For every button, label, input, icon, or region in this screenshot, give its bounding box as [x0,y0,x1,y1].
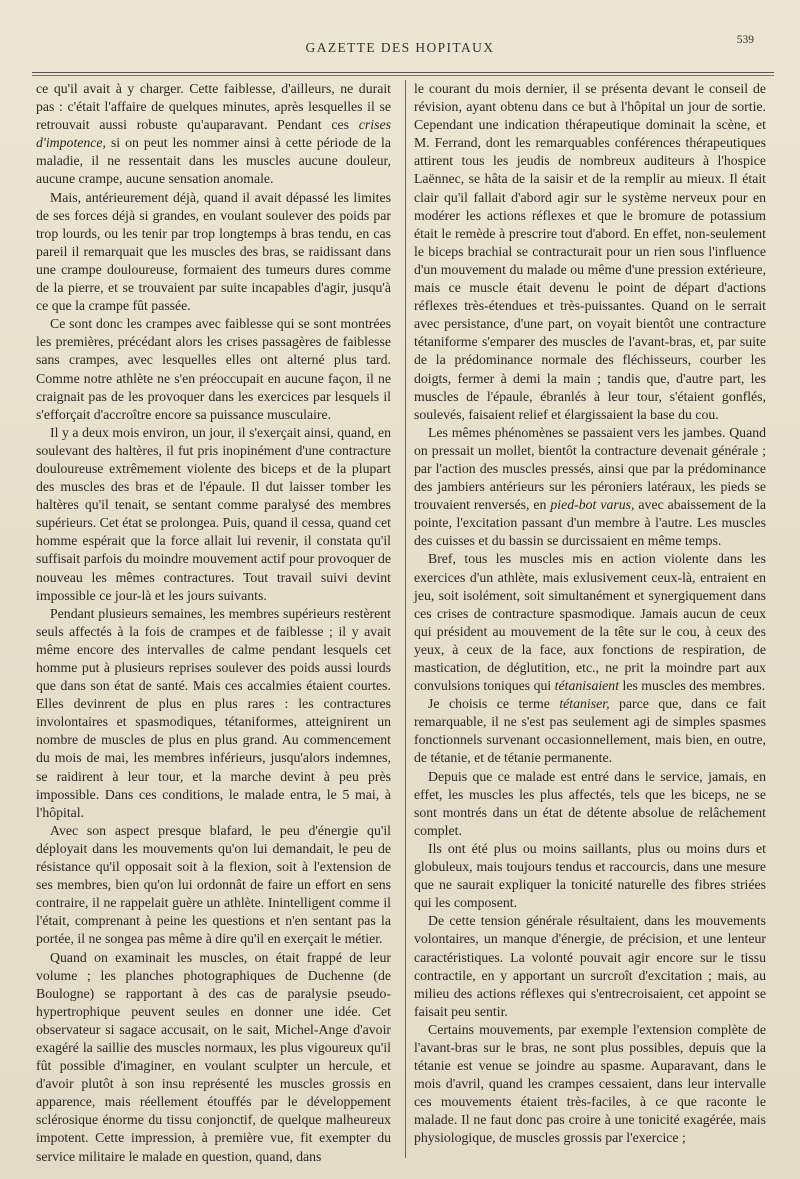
paragraph [414,768,766,840]
text-run: Avec son aspect presque blafard, le peu d'énergie qu'il déployait dans les mouvements qu'on lui demandait, le peu de résistance qu'il opposait soit à la flexion, soit à l'extension de ses membres, bien qu'on lui ordonnât de faire un effort en sens contraire, il ne rappelait guère un athlète. Inintelligent comme il l'était, comprenant à peine les questions et n'en sentant pas la portée, il ne songea pas même à dire qu'il en exerçait le métier. [36,822,391,947]
paragraph [36,189,391,316]
paragraph [36,315,391,424]
paragraph [36,424,391,605]
paragraph [36,822,391,949]
paragraph [36,949,391,1166]
text-run: le courant du mois dernier, il se présenta devant le conseil de révision, ayant obtenu dans ce but à l'hôpital un jour de sortie. Cependant une indication thérapeutique dominait la scène, et M. Ferrand, dont les remarquables conférences thérapeutiques attirent tous les jeudis de nombreux auditeurs à l'hospice Laënnec, se hâta de la saisir et de la remplir au mieux. Il était clair qu'il fallait d'abord agir sur le système nerveux pour en modérer les actions réflexes et que le bromure de potassium était le remède à prescrire tout d'abord. En effet, non-seulement le biceps brachial se contracturait pour un rien sous l'influence d'un mouvement du malade ou même d'une pression extérieure, mais ce muscle était devenu le point de départ d'actions réflexes très-étendues et très-puissantes. Quand on le serrait avec persistance, d'une part, on voyait bientôt une contracture tétaniforme s'emparer des muscles de l'avant-bras, et, par suite de la prédominance normale des fléchisseurs, courber les doigts, fermer à demi la main ; tandis que, d'autre part, les muscles de l'épaule, ébranlés à leur tour, s'étaient gonflés, soulevés, faisaient relief et élargissaient la base du cou. [414,81,766,422]
publication-title: GAZETTE DES HOPITAUX [305,40,495,55]
text-run: Les mêmes phénomènes se passaient vers les jambes. Quand on pressait un mollet, bientôt la contracture devenait générale ; par l'action des muscles pressés, ainsi que par la prédominance des jambiers antérieurs sur les péroniers latéraux, les pieds se trouvaient renversés, en [414,424,766,513]
text-run: ce qu'il avait à y charger. Cette faiblesse, d'ailleurs, ne durait pas : c'était l'affaire de quelques minutes, après lesquelles il se retrouvait aussi robuste qu'auparavant. Pendant ces [36,81,391,133]
text-run: Il y a deux mois environ, un jour, il s'exerçait ainsi, quand, en soulevant des haltères, il fut pris inopinément d'une contracture douloureuse extrêmement violente des biceps et de la plupart des muscles des bras et de l'épaule. Il dut laisser tomber les haltères qu'il tenait, se sentant comme paralysé des membres supérieurs. Cet état se prolongea. Puis, quand il cessa, quand cet homme espérait que la force allait lui revenir, il constata qu'il suffisait parfois du moindre mouvement actif pour provoquer de nouveau les mêmes contractures. Tout travail suivi devint impossible ce jour-là et les jours suivants. [36,424,391,603]
paragraph [414,80,766,424]
text-run: Certains mouvements, par exemple l'extension complète de l'avant-bras sur le bras, ne sont plus possibles, depuis que la tétanie est venue se joindre au spasme. Auparavant, dans le mois d'avril, quand les crampes cessaient, dans leur intervalle ces mouvements étaient très-faciles, à ce que raconte le malade. Il ne faut donc pas croire à une tonicité exagérée, mais physiologique, de muscles grossis par l'exercice ; [414,1021,766,1146]
paragraph [414,424,766,551]
text-run: parce que, dans ce fait remarquable, il ne s'est pas seulement agi de simples spasmes fonctionnels survenant occasionnellement, mais bien, en outre, de tétanie, et de tétanie permanente. [414,696,766,766]
italic-run: crises d'impotence, [36,117,391,151]
paragraph [36,80,391,189]
paragraph [36,605,391,822]
text-run: Quand on examinait les muscles, on était frappé de leur volume ; les planches photographiques de Duchenne (de Boulogne) se rapportant à des cas de paralysie pseudo-hypertrophique peuvent seules en donner une idée. Cet observateur si sagace accusait, on le sait, Michel-Ange d'avoir exagéré la saillie des muscles normaux, les plus vigoureux qu'il fût possible d'imaginer, en voulant sculpter un hercule, et d'avoir plutôt à son insu représenté les muscles grossis en apparence, mais réellement étouffés par le développement sclérosique énorme du tissu conjonctif, de quelque malheureux impotent. Cette impression, à première vue, fit exempter du service militaire le malade en question, quand, dans [36,949,391,1164]
text-run: Ce sont donc les crampes avec faiblesse qui se sont montrées les premières, précédant alors les crises passagères de faiblesse sans crampes, avec lesquelles elles ont alterné plus tard. Comme notre athlète ne s'en préoccupait en aucune façon, il ne craignait pas de les provoquer dans les exercices par lesquels il s'efforçait d'accroître encore sa puissance musculaire. [36,316,391,422]
page-header [0,34,800,64]
paragraph [414,1021,766,1148]
text-run: Je choisis ce terme [428,696,560,712]
text-run: Pendant plusieurs semaines, les membres supérieurs restèrent seuls affectés à la fois de crampes et de faiblesse ; il y avait même encore des intervalles de calme pendant lesquels cet homme put à plusieurs reprises soulever des poids aussi lourds que dans son état de santé. Mais ces accalmies étaient courtes. Elles devinrent de plus en plus rares : les contractures involontaires et spasmodiques, tétaniformes, atteignirent un nombre de muscles de plus en plus grand. Au commencement du mois de mai, les membres inférieurs, jusqu'alors indemnes, se raidirent à leur tour, et la marche devint à peu près impossible. Dans ces conditions, le malade entra, le 5 mai, à l'hôpital. [36,605,391,820]
paragraph [414,840,766,912]
paragraph [414,912,766,1021]
italic-run: tétaniser, [559,696,610,712]
text-run: Ils ont été plus ou moins saillants, plus ou moins durs et globuleux, mais toujours tendus et raccourcis, dans une mesure que ne saurait expliquer la tonicité naturelle des fibres striées qui les composent. [414,840,766,911]
text-run: Mais, antérieurement déjà, quand il avait dépassé les limites de ses forces déjà si grandes, en voulant soulever des poids par trop lourds, ou les tenir par trop longtemps à bras tendu, en cas pareil il remarquait que les muscles des bras, se raidissant dans une crampe douloureuse, formaient des tumeurs dures comme de la pierre, et se trouvaient par suite incapables d'agir, jusqu'à ce que la crampe fût passée. [36,189,391,314]
text-run: avec abaissement de la pointe, l'excitation passant d'un membre à l'autre. Les muscles des cuisses et du bassin se durcissaient en même temps. [414,497,766,549]
header-rule [32,72,774,73]
text-run: Bref, tous les muscles mis en action violente dans les exercices d'un athlète, mais exlusivement ceux-là, entraient en jeu, soit isolément, soit simultanément et synergiquement dans ces crises de contracture spasmodique. Jamais aucun de ceux qui président au mouvement de la tête sur le cou, à ceux des yeux, à ceux de la face, aux fonctions de respiration, de mastication, de déglutition, etc., ne prit la moindre part aux convulsions toniques qui [414,551,766,694]
text-run: De cette tension générale résultaient, dans les mouvements volontaires, un manque d'énergie, de précision, et une lenteur caractéristiques. La volonté pouvait agir encore sur le tissu contractile, en y apportant un surcroît d'excitation ; mais, au milieu des actions réflexes qui s'entrecroisaient, cet appoint se faisait peu sentir. [414,913,766,1019]
text-run: Depuis que ce malade est entré dans le service, jamais, en effet, les muscles les plus affectés, tels que les biceps, ne se sont montrés dans un état de détente absolue de relâchement complet. [414,768,766,838]
paragraph [414,550,766,695]
column-divider [405,80,406,1158]
right-column [414,80,766,1148]
page-number: 539 [736,34,754,46]
left-column [36,80,391,1166]
text-run: si on peut les nommer ainsi à cette période de la maladie, il ne ressentait dans les muscles aucune douleur, aucune crampe, aucune sensation anomale. [36,135,391,187]
text-run: les muscles des membres. [619,678,766,694]
paragraph [414,695,766,767]
header-rule-secondary [32,75,774,76]
italic-run: tétanisaient [554,678,620,694]
italic-run: pied-bot varus, [550,497,635,513]
